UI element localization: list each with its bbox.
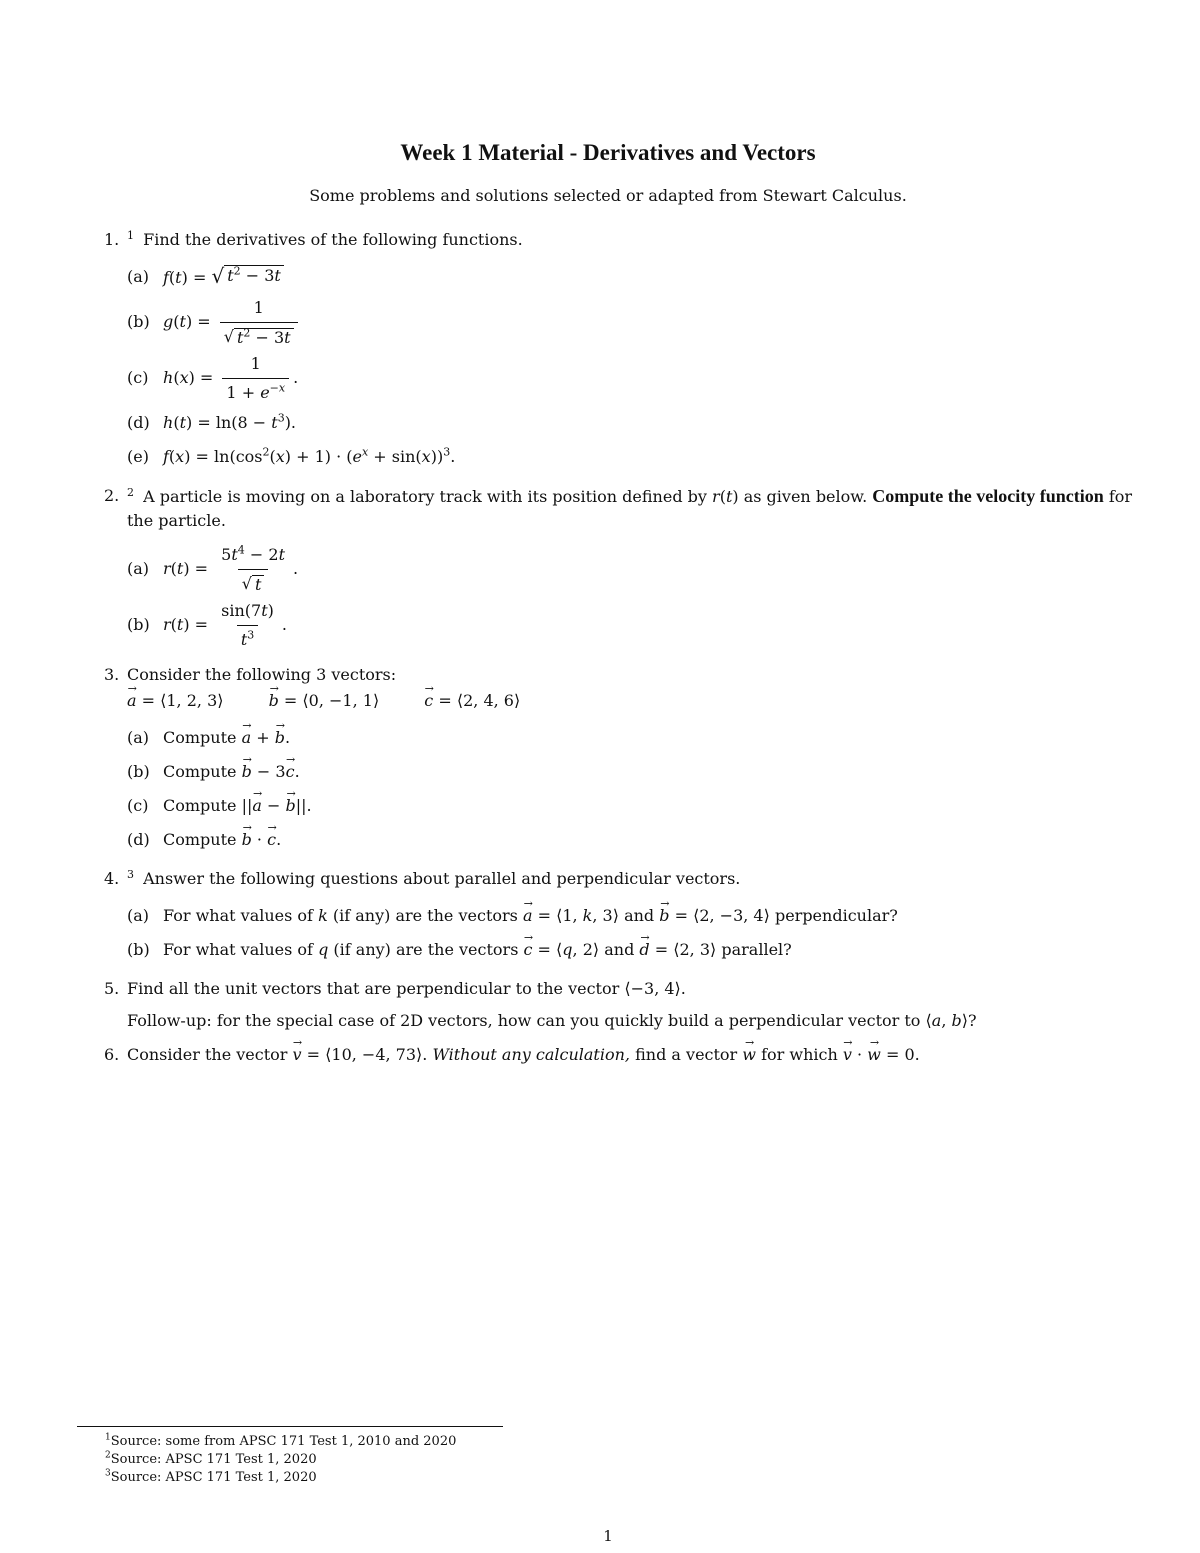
subpart-text: (if any) are the vectors [333,940,519,959]
equation: f(t) = √ $t^2 - 3t$ [163,265,284,290]
subpart-label: (a) [127,267,150,286]
problem-1d [127,406,1144,440]
footnote-marker: 3 [127,867,134,881]
subpart-label: (d) [127,413,150,432]
problem-2 [104,484,1144,653]
subpart-label: (c) [127,796,149,815]
problem-number: 4. [104,869,120,888]
problem-text: Answer the following questions about parallel and perpendicular vectors. [143,869,741,888]
problem-number: 2. [104,486,120,505]
footnote-3 [105,1469,503,1487]
subpart-label: (a) [127,559,150,578]
footnote-mark: 1 [105,1432,111,1443]
subpart-label: (b) [127,940,150,959]
subpart-label: (a) [127,728,150,747]
equation: → a + → b. [242,726,290,750]
vector-definitions: → a = ⟨1, 2, 3⟩ → b = ⟨0, −1, 1⟩ → c = ⟨2, 4, 6⟩ [127,689,1144,713]
subpart-text: Compute [163,830,237,849]
subpart-text: For what values of [163,906,313,925]
problem-2a [127,541,1144,597]
page-subtitle: Some problems and solutions selected or adapted from Stewart Calculus. [309,186,907,205]
footnote-1 [105,1433,503,1451]
footnote-2 [105,1451,503,1469]
bold-instruction: Compute the velocity function [872,486,1104,506]
page-title: Week 1 Material - Derivatives and Vectors [400,140,816,165]
problem-4a: (a) For what values of k (if any) are the vectors → a = ⟨1, k, 3⟩ and → b = ⟨2, −3, 4⟩ perpendicular? [127,899,1144,933]
problem-3d [127,823,1144,857]
subpart-text: Compute [163,762,237,781]
equation: ⟨−3, 4⟩. [624,979,686,998]
equation: $f(x) = \ln(\cos^2(x) + 1) \cdot (e^x + \sin(x))^3$. [163,445,456,466]
problem-text-end: for which [761,1045,838,1064]
problem-5 [104,977,1144,1033]
subpart-label: (b) [127,615,150,634]
footnote-marker: 1 [127,228,134,242]
subpart-label: (e) [127,447,149,466]
equation: ⟨a, b⟩? [925,1011,977,1030]
subpart-text: (if any) are the vectors [332,906,518,925]
problem-text: A particle is moving on a laboratory track with its position defined by [143,487,707,506]
inline-math: r(t) [712,487,739,506]
problem-list [104,228,1144,1077]
problem-1c [127,350,1144,406]
problem-number: 6. [104,1045,120,1064]
footnote-mark: 2 [105,1450,111,1461]
problem-3b [127,755,1144,789]
subpart-label: (c) [127,368,149,387]
problem-number: 3. [104,665,120,684]
equation: → v · → w = 0. [843,1045,920,1064]
equation: ||→ a − → b||. [242,794,312,818]
subpart-label: (b) [127,762,150,781]
equation: r(t) = $5t^4 - 2t$ √ t . [163,543,299,594]
problem-3a [127,721,1144,755]
equation: → d = ⟨2, 3⟩ [639,938,716,962]
problem-6 [104,1043,1144,1067]
footnote-text: Source: APSC 171 Test 1, 2020 [110,1470,317,1485]
equation: → b · → c. [242,828,282,852]
subpart-label: (a) [127,906,150,925]
footnote-text: Source: APSC 171 Test 1, 2020 [110,1452,317,1467]
footnote-text: Source: some from APSC 171 Test 1, 2010 and 2020 [110,1434,457,1449]
equation: → b = ⟨2, −3, 4⟩ [659,904,770,928]
subpart-text: parallel? [721,940,792,959]
problem-text: Find the derivatives of the following functions. [143,230,523,249]
problem-text: Consider the following 3 vectors: [127,665,397,684]
subpart-text: and [604,940,635,959]
equation: → b − 3→ c. [242,760,300,784]
page-number: 1 [603,1527,613,1545]
equation: h(x) = $\frac{1}{1 + e^{-x}}$ . [163,352,298,405]
subpart-text: Compute [163,728,237,747]
subpart-text: Compute [163,796,237,815]
footnotes [77,1426,503,1487]
subpart-label: (b) [127,312,150,331]
problem-1e [127,440,1144,474]
subpart-text: For what values of [163,940,313,959]
problem-text-continued: find a vector [635,1045,738,1064]
problem-3c [127,789,1144,823]
problem-1 [104,228,1144,474]
problem-4b: (b) For what values of q (if any) are the vectors → c = ⟨q, 2⟩ and → d = ⟨2, 3⟩ parallel? [127,933,1144,967]
equation: → w [742,1045,756,1064]
follow-up-text: Follow-up: for the special case of 2D vectors, how can you quickly build a perpendicular vector to [127,1011,921,1030]
italic-emphasis: Without any calculation, [432,1045,630,1064]
equation: r(t) = $\frac{\sin(7t)}{t^3}$ . [163,599,287,652]
footnote-marker: 2 [127,485,134,499]
problem-2b [127,597,1144,653]
equation: → v = ⟨10, −4, 73⟩. [293,1045,428,1064]
problem-number: 5. [104,979,120,998]
subpart-label: (d) [127,830,150,849]
problem-text-continued: as given below. [743,487,868,506]
equation: $h(t) = \ln(8 - t^3)$. [163,411,297,432]
footnote-mark: 3 [105,1468,111,1479]
problem-4 [104,867,1144,967]
problem-1a [127,260,1144,294]
problem-text: Find all the unit vectors that are perpendicular to the vector [127,979,620,998]
equation: → a = ⟨1, k, 3⟩ [523,904,619,928]
equation: g(t) = 1 √ $t^2 - 3t$ [163,296,302,349]
follow-up [127,1009,1144,1033]
problem-text-end: for the particle. [127,487,1133,530]
problem-3 [104,663,1144,857]
problem-1b [127,294,1144,350]
problem-number: 1. [104,230,120,249]
subpart-text: perpendicular? [774,906,898,925]
problem-text: Consider the vector [127,1045,288,1064]
subpart-text: and [624,906,655,925]
equation: → c = ⟨q, 2⟩ [524,938,600,962]
